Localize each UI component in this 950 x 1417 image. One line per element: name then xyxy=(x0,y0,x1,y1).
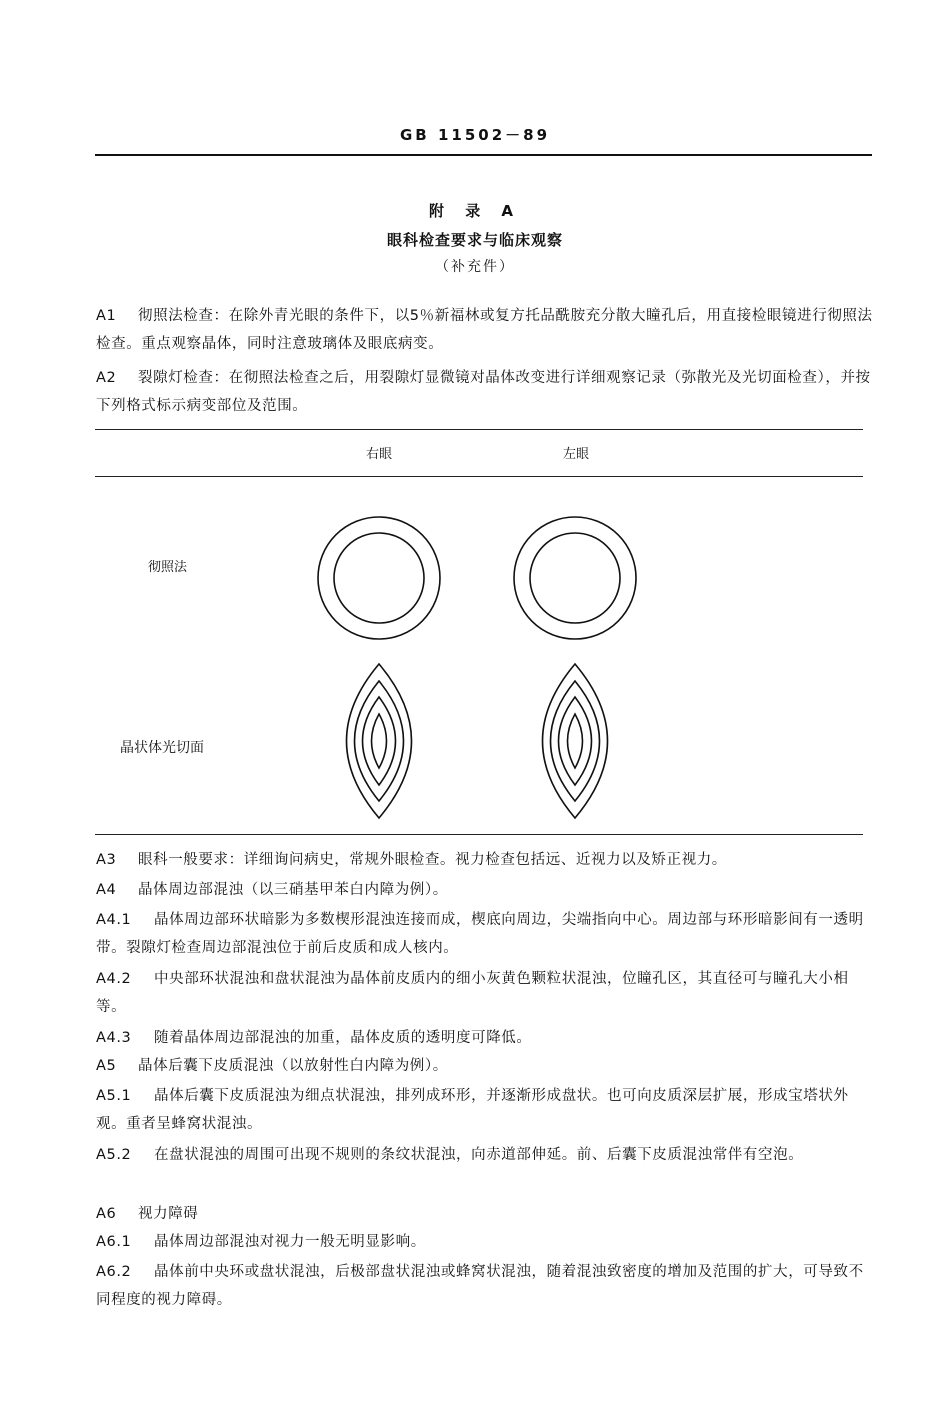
left-eye-outer-ring xyxy=(514,517,636,639)
section-number: A1 xyxy=(96,308,117,324)
col-right-eye: 右眼 xyxy=(366,447,393,462)
section-a5-2 xyxy=(96,1141,873,1169)
row-transillumination: 彻照法 xyxy=(148,560,188,575)
right-lens-core xyxy=(372,714,387,768)
section-number: A4.1 xyxy=(96,912,132,928)
right-lens-nucleus xyxy=(363,697,396,785)
section-a2 xyxy=(96,364,873,420)
right-lens-outline xyxy=(347,664,412,818)
section-text: 晶体后囊下皮质混浊（以放射性白内障为例）。 xyxy=(138,1058,448,1074)
section-text: 视力障碍 xyxy=(138,1206,199,1222)
table-top-rule xyxy=(95,429,863,430)
appendix-title: 眼科检查要求与临床观察 xyxy=(386,231,563,249)
section-number: A6 xyxy=(96,1206,117,1222)
section-text: 裂隙灯检查：在彻照法检查之后，用裂隙灯显微镜对晶体改变进行详细观察记录（弥散光及光切面检查），并按下列格式标示病变部位及范围。 xyxy=(96,370,871,414)
right-eye-inner-ring xyxy=(334,533,424,623)
table-bottom-rule xyxy=(95,834,863,835)
section-number: A5.2 xyxy=(96,1147,132,1163)
header-rule xyxy=(95,154,872,156)
section-a6-1 xyxy=(96,1228,873,1256)
section-text: 晶体周边部环状暗影为多数楔形混浊连接而成，楔底向周边，尖端指向中心。周边部与环形暗影间有一透明带。裂隙灯检查周边部混浊位于前后皮质和成人核内。 xyxy=(96,912,864,956)
section-text: 眼科一般要求：详细询问病史，常规外眼检查。视力检查包括远、近视力以及矫正视力。 xyxy=(138,852,727,868)
section-number: A5.1 xyxy=(96,1088,132,1104)
section-number: A4 xyxy=(96,882,117,898)
appendix-label: 附 录 A xyxy=(428,202,522,220)
section-text: 中央部环状混浊和盘状混浊为晶体前皮质内的细小灰黄色颗粒状混浊，位瞳孔区，其直径可与瞳孔大小相等。 xyxy=(96,971,849,1015)
section-text: 彻照法检查：在除外青光眼的条件下，以5％新福林或复方托品酰胺充分散大瞳孔后，用直接检眼镜进行彻照法检查。重点观察晶体，同时注意玻璃体及眼底病变。 xyxy=(96,308,873,352)
section-a5-1 xyxy=(96,1082,873,1138)
section-text: 随着晶体周边部混浊的加重，晶体皮质的透明度可降低。 xyxy=(154,1030,532,1046)
left-lens-core xyxy=(568,714,583,768)
right-eye-outer-ring xyxy=(318,517,440,639)
left-lens-outline xyxy=(543,664,608,818)
section-text: 晶体周边部混浊对视力一般无明显影响。 xyxy=(154,1234,426,1250)
table-header-rule xyxy=(95,476,863,477)
col-left-eye: 左眼 xyxy=(563,447,590,462)
section-text: 晶体前中央环或盘状混浊，后极部盘状混浊或蜂窝状混浊，随着混浊致密度的增加及范围的扩大，可导致不同程度的视力障碍。 xyxy=(96,1264,864,1308)
left-eye-inner-ring xyxy=(530,533,620,623)
appendix-subtitle: （补充件） xyxy=(435,259,515,275)
section-a3 xyxy=(96,846,873,874)
section-number: A4.2 xyxy=(96,971,132,987)
section-number: A6.1 xyxy=(96,1234,132,1250)
section-number: A6.2 xyxy=(96,1264,132,1280)
section-a4-2 xyxy=(96,965,873,1021)
section-a4 xyxy=(96,876,873,904)
section-number: A5 xyxy=(96,1058,117,1074)
eye-diagram xyxy=(0,480,950,840)
section-a6-2 xyxy=(96,1258,873,1314)
section-text: 在盘状混浊的周围可出现不规则的条纹状混浊，向赤道部伸延。前、后囊下皮质混浊常伴有空泡。 xyxy=(154,1147,804,1163)
section-text: 晶体后囊下皮质混浊为细点状混浊，排列成环形，并逐渐形成盘状。也可向皮质深层扩展，形成宝塔状外观。重者呈蜂窝状混浊。 xyxy=(96,1088,849,1132)
section-a4-1 xyxy=(96,906,873,962)
section-number: A3 xyxy=(96,852,117,868)
document-code: GB 11502－89 xyxy=(399,126,551,144)
row-lens-section: 晶状体光切面 xyxy=(120,740,204,756)
section-text: 晶体周边部混浊（以三硝基甲苯白内障为例）。 xyxy=(138,882,448,898)
section-number: A2 xyxy=(96,370,117,386)
section-a1 xyxy=(96,302,873,358)
section-number: A4.3 xyxy=(96,1030,132,1046)
section-a5 xyxy=(96,1052,873,1080)
section-a4-3 xyxy=(96,1024,873,1052)
left-lens-nucleus xyxy=(559,697,592,785)
section-a6 xyxy=(96,1200,873,1228)
